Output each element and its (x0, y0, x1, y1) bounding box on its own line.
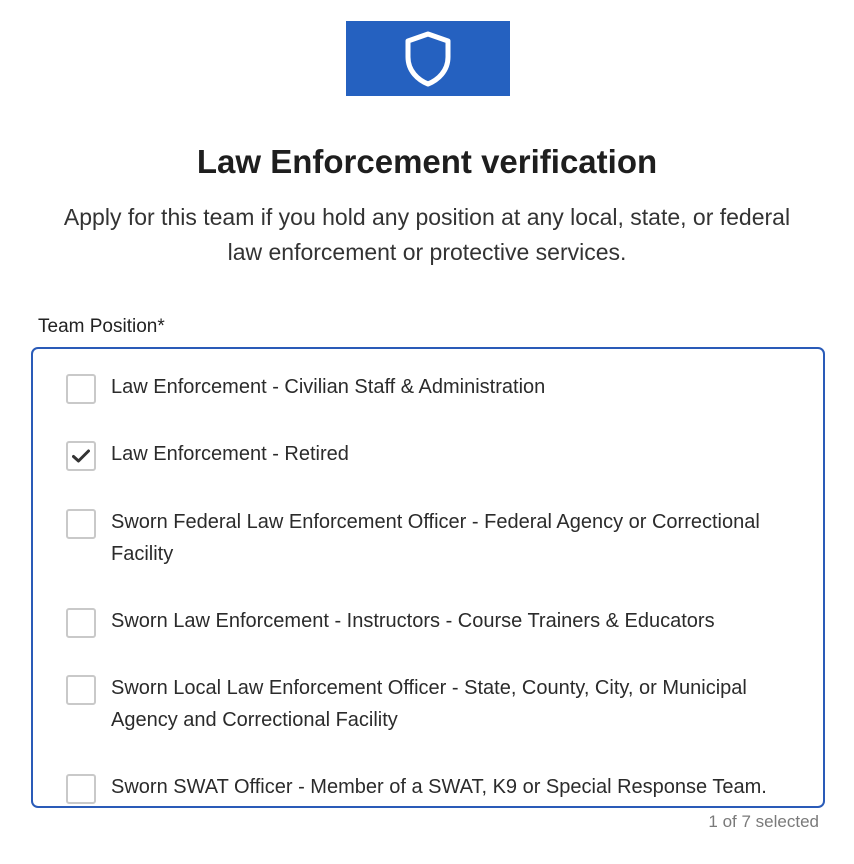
option-label: Sworn SWAT Officer - Member of a SWAT, K9 or Special Response Team. (111, 776, 767, 798)
subtitle-line-1: Apply for this team if you hold any position at any local, state, or federal (63, 204, 791, 230)
checkbox-sworn-federal[interactable] (66, 509, 96, 539)
page-subtitle (30, 200, 824, 270)
checkbox-civilian-staff[interactable] (66, 374, 96, 404)
checkmark-icon (72, 449, 90, 463)
shield-icon (404, 31, 452, 87)
option-label: Law Enforcement - Civilian Staff & Administration (111, 376, 546, 398)
subtitle-line-2: law enforcement or protective services. (227, 239, 627, 265)
option-label: Sworn Federal Law Enforcement Officer - Federal Agency or Correctional Facility (111, 511, 760, 565)
checkbox-sworn-local[interactable] (66, 675, 96, 705)
checkbox-sworn-swat[interactable] (66, 774, 96, 804)
option-label: Sworn Local Law Enforcement Officer - State, County, City, or Municipal Agency and Correctional Facility (111, 677, 747, 731)
page-title: Law Enforcement verification (196, 143, 658, 180)
option-label: Sworn Law Enforcement - Instructors - Course Trainers & Educators (111, 610, 715, 632)
option-label: Law Enforcement - Retired (111, 443, 349, 465)
selected-count: 1 of 7 selected (708, 812, 819, 831)
team-position-options[interactable] (31, 347, 825, 808)
checkbox-sworn-instructors[interactable] (66, 608, 96, 638)
logo (346, 21, 510, 96)
checkbox-retired[interactable] (66, 441, 96, 471)
team-position-label: Team Position* (38, 316, 165, 337)
